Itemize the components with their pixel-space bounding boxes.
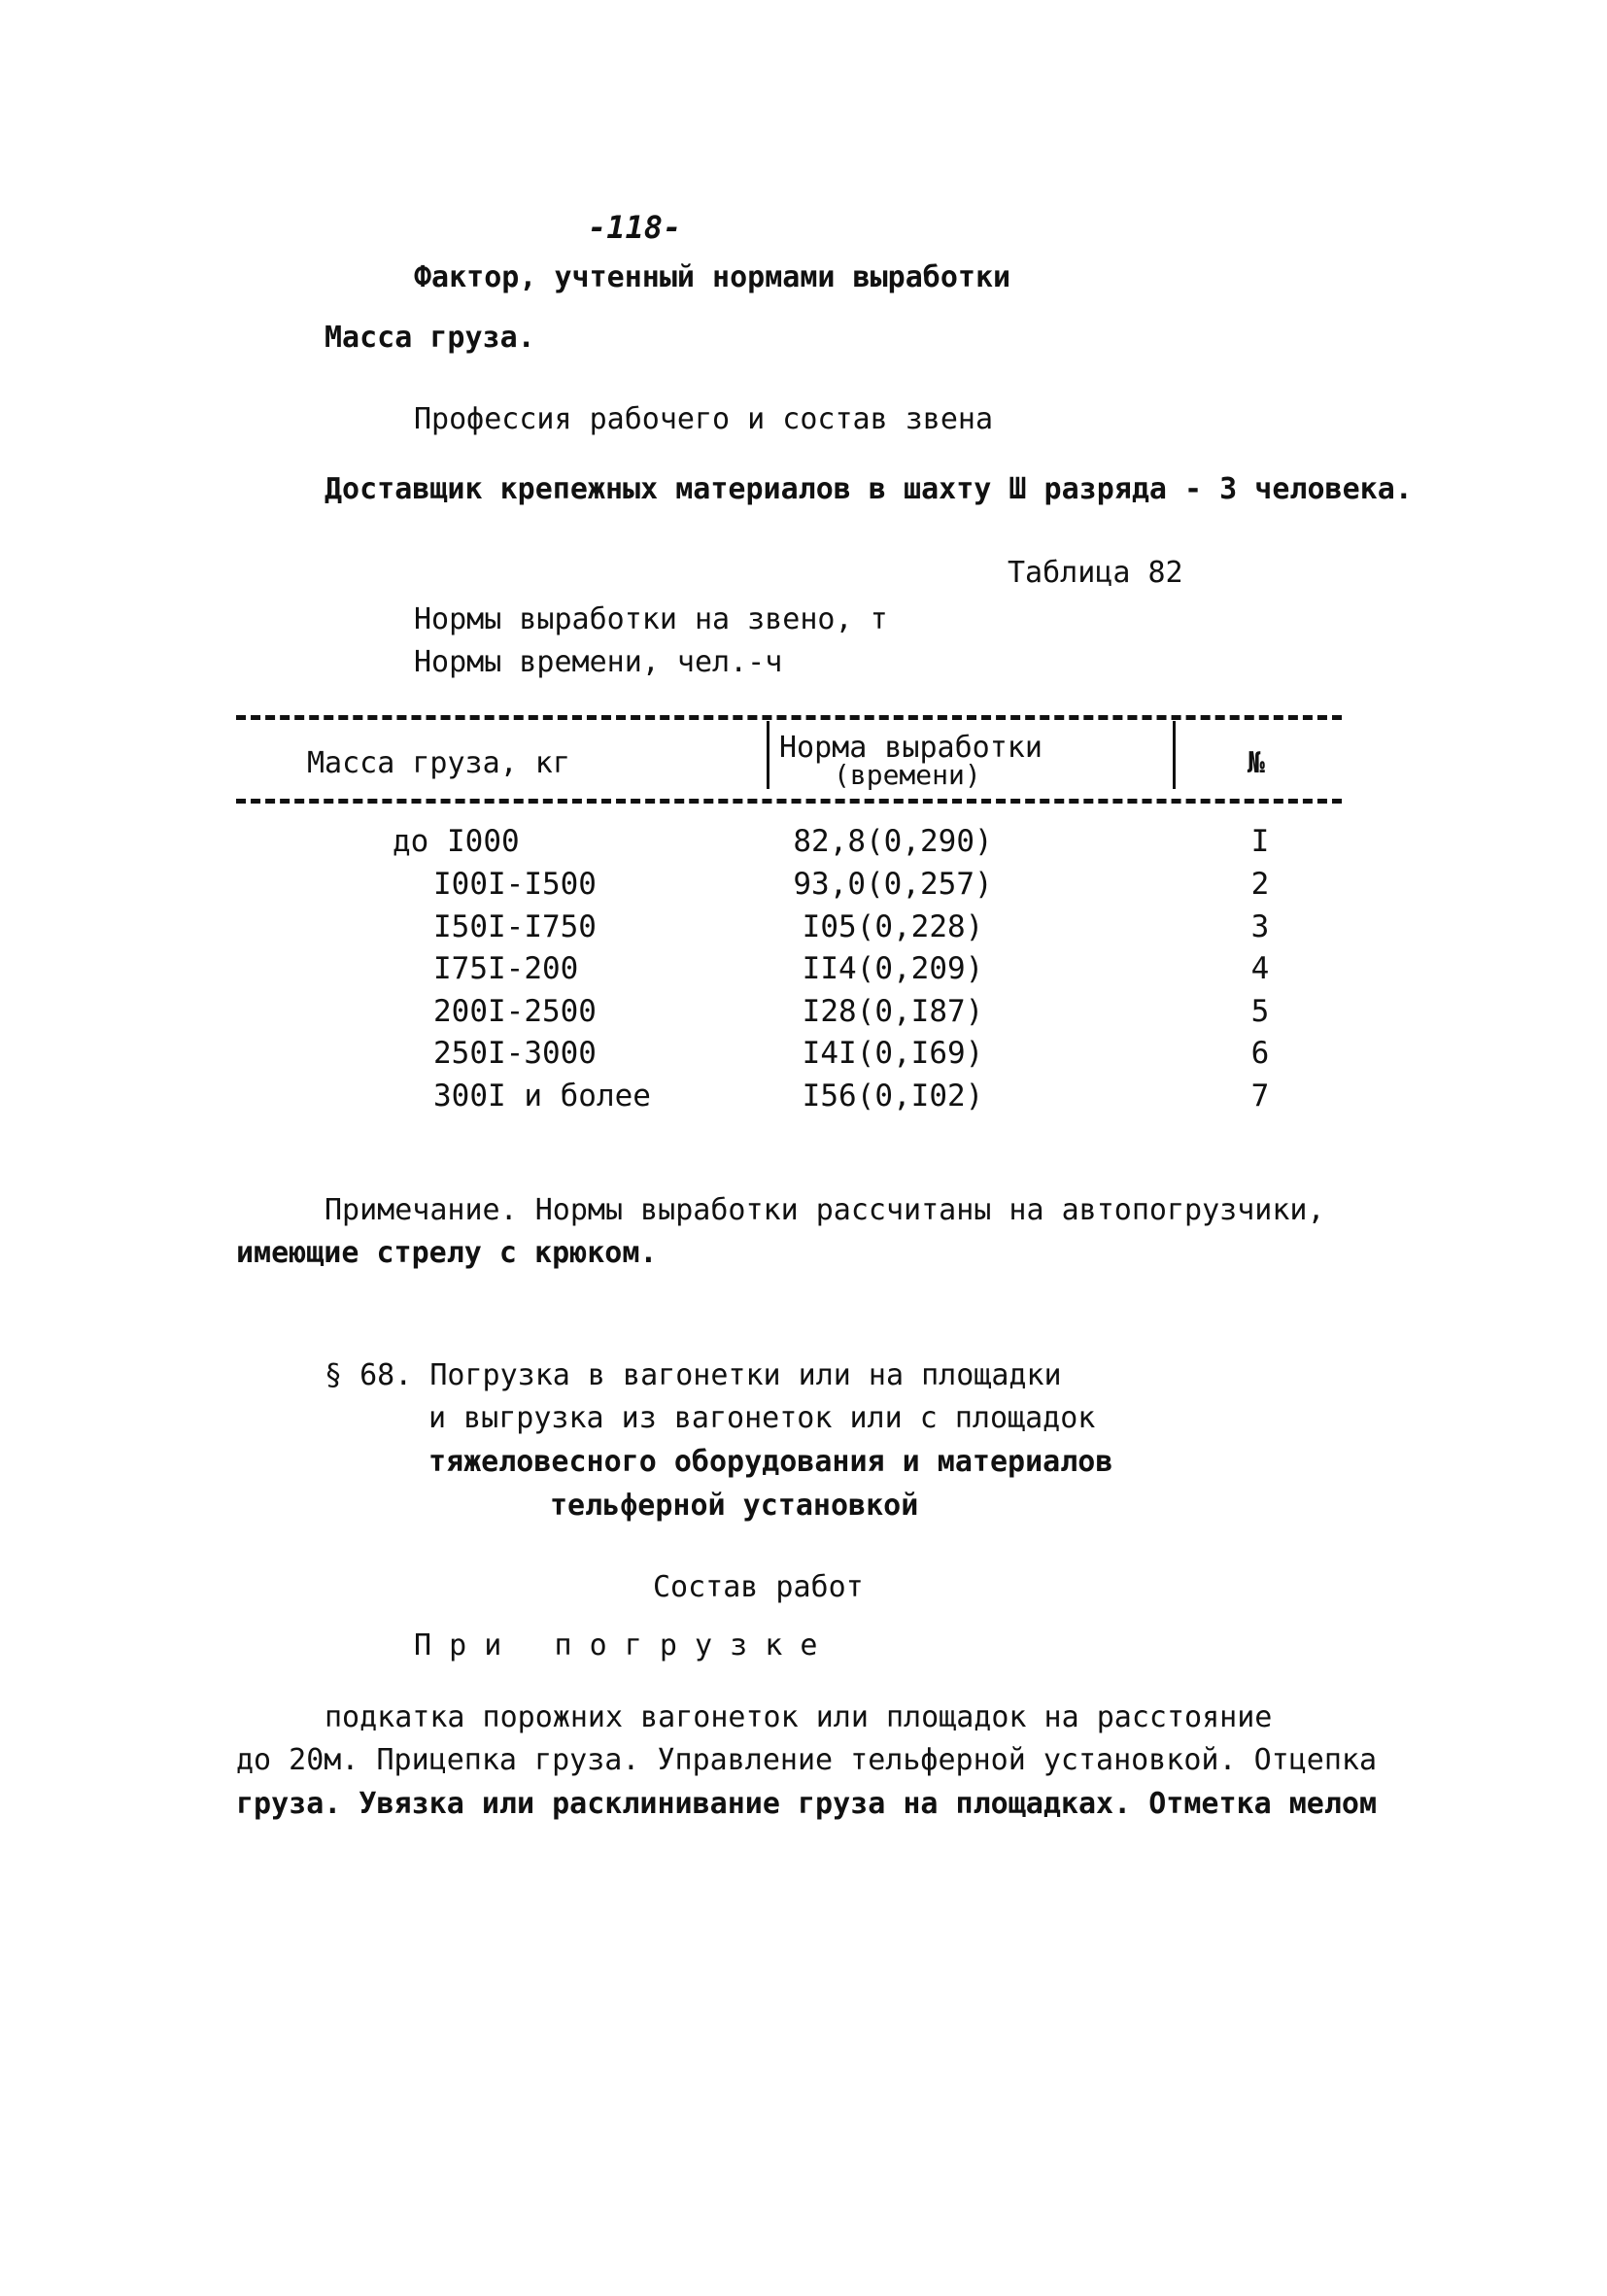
- table-caption-output: Нормы выработки на звено, т: [414, 602, 888, 636]
- factor-heading: Фактор, учтенный нормами выработки: [414, 260, 1011, 294]
- table-cell-norm: II4(0,209): [802, 951, 984, 986]
- table-cell-norm: I56(0,I02): [802, 1079, 984, 1114]
- table-header-norm-1: Норма выработки: [779, 731, 1043, 765]
- table-cell-mass: I50I-I750: [433, 909, 597, 944]
- factor-text: Масса груза.: [325, 321, 535, 355]
- table-header-no: №: [1248, 746, 1266, 780]
- section-title-4: тельферной установкой: [550, 1489, 919, 1523]
- table-header-rule: [236, 799, 1342, 804]
- note-line-2: имеющие стрелу с крюком.: [236, 1236, 658, 1270]
- table-cell-no: 7: [1250, 1079, 1270, 1114]
- table-caption-time: Нормы времени, чел.-ч: [414, 645, 783, 679]
- table-cell-mass: I00I-I500: [433, 867, 597, 902]
- table-cell-norm: 82,8(0,290): [793, 824, 993, 859]
- body-line-3: груза. Увязка или расклинивание груза на площадках. Отметка мелом: [236, 1787, 1377, 1821]
- body-line-2: до 20м. Прицепка груза. Управление тельферной установкой. Отцепка: [236, 1743, 1377, 1777]
- table-cell-no: I: [1250, 824, 1270, 859]
- profession-heading: Профессия рабочего и состав звена: [414, 402, 994, 436]
- table-cell-no: 4: [1250, 951, 1270, 986]
- table-cell-no: 2: [1250, 867, 1270, 902]
- table-cell-mass: до I000: [393, 824, 520, 859]
- table-top-rule: [236, 715, 1342, 720]
- table-cell-norm: I28(0,I87): [802, 994, 984, 1029]
- table-col-divider-1: [767, 721, 769, 789]
- section-title-2: и выгрузка из вагонеток или с площадок: [428, 1401, 1096, 1435]
- note-line-1: Примечание. Нормы выработки рассчитаны на автопогрузчики,: [325, 1193, 1325, 1227]
- table-label: Таблица 82: [1008, 556, 1183, 590]
- table-cell-mass: 200I-2500: [433, 994, 597, 1029]
- table-cell-no: 3: [1250, 909, 1270, 944]
- body-line-1: подкатка порожних вагонеток или площадок на расстояние: [325, 1700, 1273, 1734]
- table-cell-mass: I75I-200: [433, 951, 579, 986]
- profession-text: Доставщик крепежных материалов в шахту Ш разряда - 3 человека.: [325, 472, 1413, 506]
- section-title-3: тяжеловесного оборудования и материалов: [428, 1445, 1113, 1479]
- table-cell-mass: 250I-3000: [433, 1036, 597, 1071]
- table-header-mass: Масса груза, кг: [307, 746, 570, 780]
- table-cell-norm: I4I(0,I69): [802, 1036, 984, 1071]
- table-cell-norm: I05(0,228): [802, 909, 984, 944]
- works-heading: Состав работ: [653, 1570, 864, 1604]
- table-header-norm-2: (времени): [834, 759, 981, 791]
- table-cell-no: 5: [1250, 994, 1270, 1029]
- table-cell-norm: 93,0(0,257): [793, 867, 993, 902]
- page-number: -118-: [588, 209, 682, 246]
- table-cell-mass: 300I и более: [433, 1079, 651, 1114]
- loading-heading: П р и п о г р у з к е: [414, 1628, 818, 1662]
- table-cell-no: 6: [1250, 1036, 1270, 1071]
- section-title-1: § 68. Погрузка в вагонетки или на площадки: [325, 1358, 1062, 1392]
- table-col-divider-2: [1173, 721, 1176, 789]
